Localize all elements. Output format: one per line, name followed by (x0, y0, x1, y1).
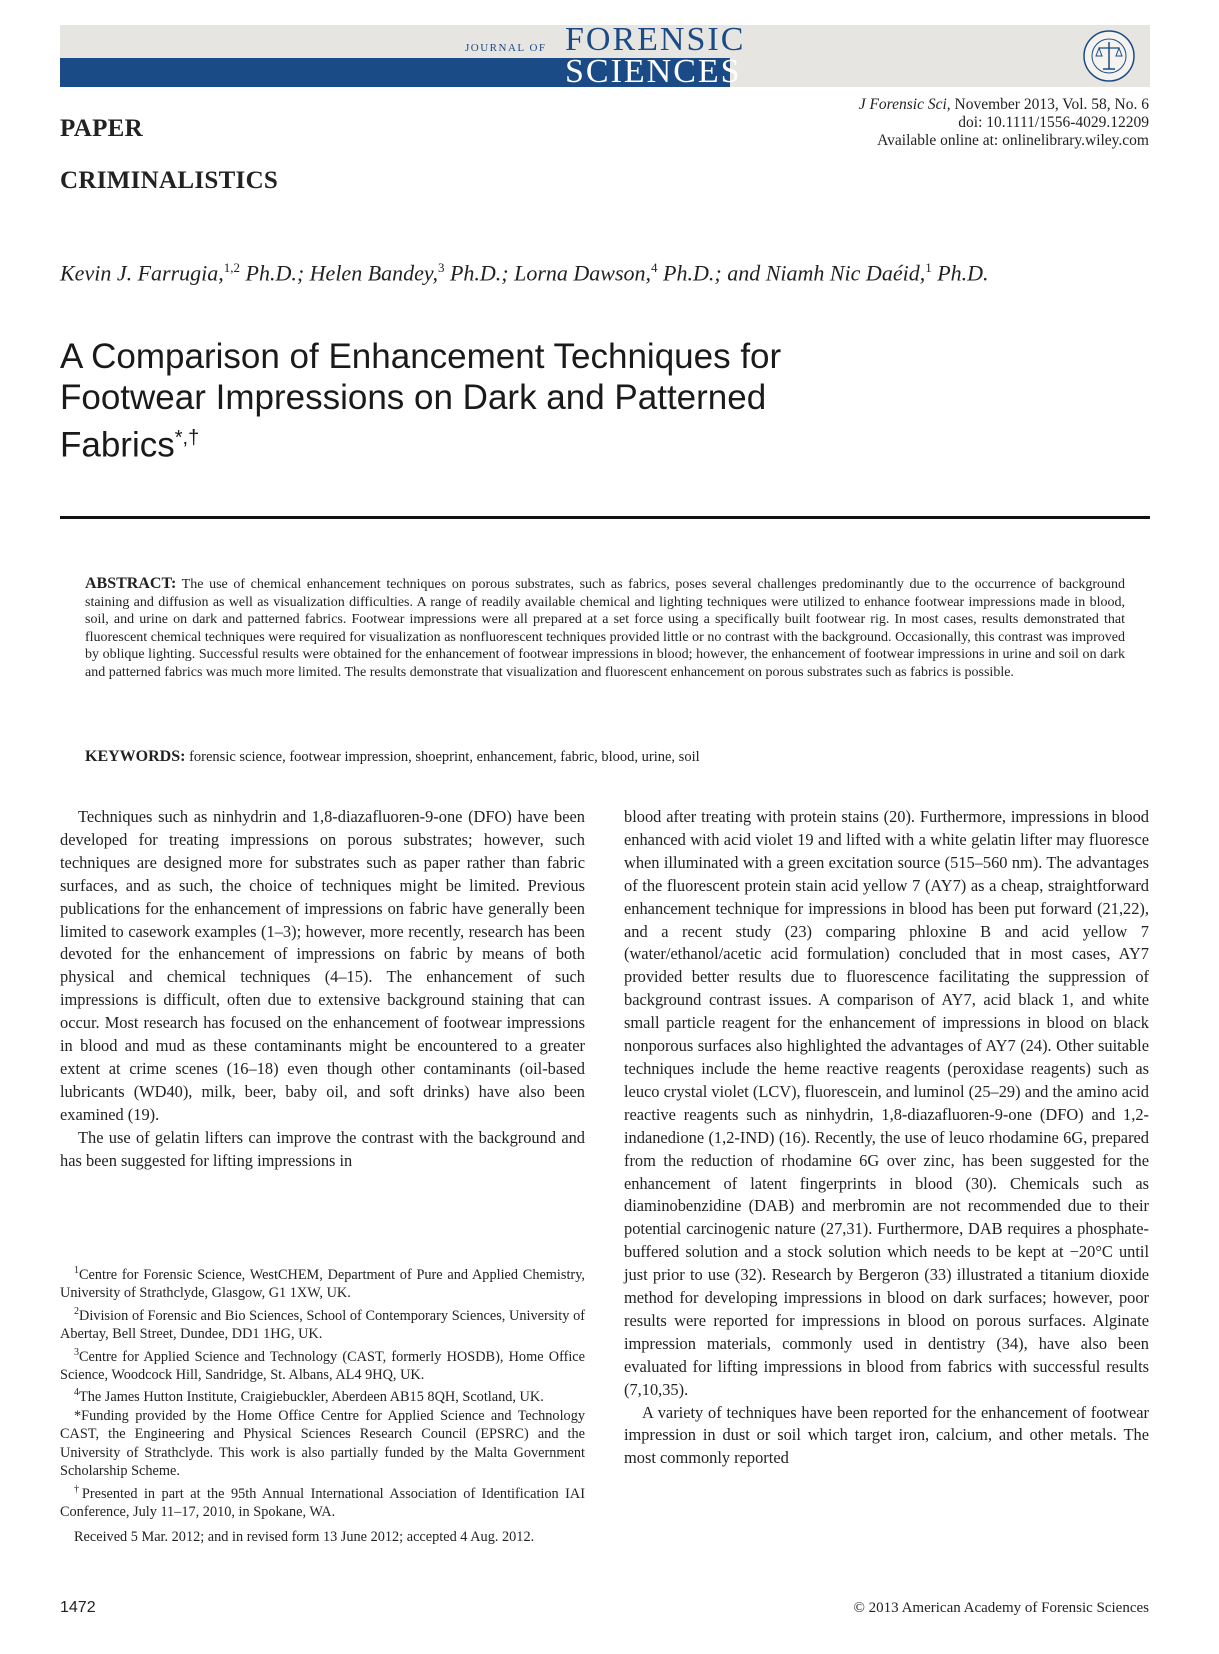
citation-block (859, 96, 1149, 150)
author-name: Kevin J. Farrugia, (60, 260, 224, 286)
author-list (60, 260, 989, 286)
title-line: Footwear Impressions on Dark and Patterned (60, 378, 767, 417)
footnote-text: Centre for Forensic Science, WestCHEM, Department of Pure and Applied Chemistry, University of Strathclyde, Glasgow, G1 1XW, UK. (60, 1266, 585, 1302)
footnote-text: *Funding provided by the Home Office Centre for Applied Science and Technology CAST, the Engineering and Physical Sciences Research Council (EPSRC) and the University of Strathclyde. This work is also partially funded by the Malta Government Scholarship Scheme. (60, 1407, 585, 1480)
footnote-mark: 3 (74, 1346, 79, 1358)
citation-online: Available online at: onlinelibrary.wiley.com (877, 132, 1149, 149)
author-affiliation: 1,2 (223, 260, 241, 275)
body-paragraph: Techniques such as ninhydrin and 1,8-diazafluoren-9-one (DFO) have been developed for treating impressions on porous substrates; however, such techniques are designed more for substrates such as paper rather than fabric surfaces, and as such, the choice of techniques might be limited. Previous publications for the enhancement of impressions on fabric have generally been limited to casework examples (1–3); however, more recently, research has been devoted for the enhancement of impressions on fabric by means of both physical and chemical techniques (4–15). The enhancement of such impressions is difficult, often due to extensive background staining that can occur. Most research has focused on the enhancement of footwear impressions in blood and mud as these contaminants might be encountered to a greater extent at crime scenes (16–18) even though other contaminants (oil-based lubricants (WD40), milk, beer, baby oil, and soft drinks) have also been examined (19). (60, 807, 585, 1124)
paper-title (60, 336, 910, 466)
author-name: Niamh Nic Daéid, (765, 260, 926, 286)
footnotes (60, 1262, 585, 1547)
received-dates: Received 5 Mar. 2012; and in revised form 13 June 2012; accepted 4 Aug. 2012. (74, 1529, 535, 1546)
author-degree: Ph.D.; (444, 260, 515, 286)
body-paragraph: The use of gelatin lifters can improve the contrast with the background and has been suggested for lifting impressions in (60, 1127, 585, 1170)
footnote (60, 1481, 585, 1522)
journal-banner (60, 21, 1150, 90)
journal-of-label: JOURNAL OF (465, 42, 547, 54)
footnote-mark: 4 (74, 1387, 79, 1399)
body-column-right (624, 806, 1149, 1470)
author-degree: Ph.D.; (240, 260, 310, 286)
author-affiliation: 4 (651, 260, 658, 275)
abstract-text: The use of chemical enhancement techniques on porous substrates, such as fabrics, poses several challenges predominantly due to the occurrence of background staining and diffusion as well as visualization difficulties. A range of readily available chemical and lighting techniques were utilized to enhance footwear impressions made in blood, soil, and urine on dark and patterned fabrics. Footwear impressions were all prepared at a set force using a specifically built footwear rig. In most cases, results demonstrated that fluorescent chemical techniques were required for visualization as nonfluorescent techniques provided little or no contrast with the background. Occasionally, this contrast was improved by oblique lighting. Successful results were obtained for the enhancement of footwear impressions in blood; however, the enhancement of footwear impressions in urine and soil on dark and patterned fabrics was much more limited. The results demonstrate that visualization and fluorescent enhancement on porous substrates such as fabrics is possible. (85, 577, 1126, 680)
footnote (60, 1262, 585, 1303)
footnote (60, 1384, 585, 1406)
footnote-mark: 1 (74, 1265, 79, 1276)
page-number: 1472 (60, 1599, 96, 1616)
body-paragraph: A variety of techniques have been reported for the enhancement of footwear impression in dust or soil which target iron, calcium, and other metals. The most commonly reported (624, 1402, 1149, 1468)
footnote-text: Presented in part at the 95th Annual International Association of Identification IAI Conference, July 11–17, 2010, in Spokane, WA. (60, 1485, 586, 1520)
keywords (85, 748, 1125, 766)
aafs-seal-icon (1082, 29, 1136, 83)
footnote (60, 1344, 585, 1385)
body-paragraph: blood after treating with protein stains (20). Furthermore, impressions in blood enhanced with acid violet 19 and lifted with a white gelatin lifter may fluoresce when illuminated with a green excitation source (515–560 nm). The advantages of the fluorescent protein stain acid yellow 7 (AY7) as a cheap, straightforward enhancement technique for impressions in blood has been put forward (21,22), and a recent study (23) comparing phloxine B and acid yellow 7 (water/ethanol/acetic acid formulation) concluded that in most cases, AY7 provided better results due to fluorescence facilitating the suppression of background contrast issues. A comparison of AY7, acid black 1, and white small particle reagent for the enhancement of impressions in blood on black nonporous surfaces also highlighted the advantages of AY7 (24). Other suitable techniques include the heme reactive reagents (peroxidase reagents) such as leuco crystal violet (LCV), fluorescein, and luminol (25–29) and the amino acid reactive reagents such as ninhydrin, 1,8-diazafluoren-9-one (DFO) and 1,2-indanedione (1,2-IND) (16). Recently, the use of leuco rhodamine 6G, prepared from the reduction of rhodamine 6G over zinc, has been suggested for the enhancement of latent fingerprints in blood (30). Chemicals such as diaminobenzidine (DAB) and merbromin are not recommended due to their potential carcinogenic nature (27,31). Furthermore, DAB requires a phosphate-buffered solution and a stock solution which needs to be kept at −20°C until just prior to use (32). Research by Bergeron (33) illustrated a titanium dioxide method for developing impressions in blood on dark surfaces; however, poor results were reported for impressions in blood on porous surfaces. Alginate impression materials, commonly used in dentistry (34), have also been evaluated for lifting impressions in blood from fabrics with successful results (7,10,35). (624, 807, 1149, 1399)
author-affiliation: 1 (925, 260, 932, 275)
footnote (60, 1407, 585, 1481)
title-last-word: Fabrics (60, 425, 175, 465)
footnote-text: The James Hutton Institute, Craigiebuckler, Aberdeen AB15 8QH, Scotland, UK. (79, 1389, 544, 1406)
body-column-left (60, 806, 585, 1173)
title-line (60, 418, 910, 466)
author-degree: Ph.D. (931, 260, 989, 286)
author-name: Helen Bandey, (309, 260, 438, 286)
journal-sciences-label: SCIENCES (565, 53, 742, 90)
abstract-label: ABSTRACT: (85, 575, 177, 592)
author-name: Lorna Dawson, (514, 260, 652, 286)
author-affiliation: 3 (437, 260, 445, 275)
copyright: © 2013 American Academy of Forensic Sciences (853, 1600, 1149, 1616)
title-footnote-marks: *,† (174, 427, 200, 449)
citation-issue: , November 2013, Vol. 58, No. 6 (946, 96, 1149, 113)
journal-forensic-label: FORENSIC (565, 21, 746, 58)
footnote-mark: † (74, 1483, 82, 1495)
keywords-label: KEYWORDS: (85, 748, 186, 765)
footnote-mark: 2 (74, 1305, 79, 1317)
author-degree: Ph.D.; and (657, 260, 766, 286)
paper-label: PAPER (60, 115, 143, 142)
footnote-text: Centre for Applied Science and Technology (CAST, formerly HOSDB), Home Office Science, Woodcock Hill, Sandridge, St. Albans, AL4 9HQ, UK. (60, 1348, 585, 1383)
keywords-text: forensic science, footwear impression, shoeprint, enhancement, fabric, blood, urine, soil (189, 749, 700, 765)
citation-doi: doi: 10.1111/1556-4029.12209 (958, 114, 1149, 131)
title-divider (60, 516, 1150, 519)
section-label: CRIMINALISTICS (60, 167, 279, 194)
citation-journal: J Forensic Sci (858, 96, 947, 113)
citation-journal-line (859, 96, 1149, 114)
abstract (85, 575, 1125, 682)
title-line: A Comparison of Enhancement Techniques for (60, 337, 782, 376)
footnote-text: Division of Forensic and Bio Sciences, School of Contemporary Sciences, University of Abertay, Bell Street, Dundee, DD1 1HG, UK. (60, 1307, 585, 1343)
footnote (60, 1303, 585, 1344)
